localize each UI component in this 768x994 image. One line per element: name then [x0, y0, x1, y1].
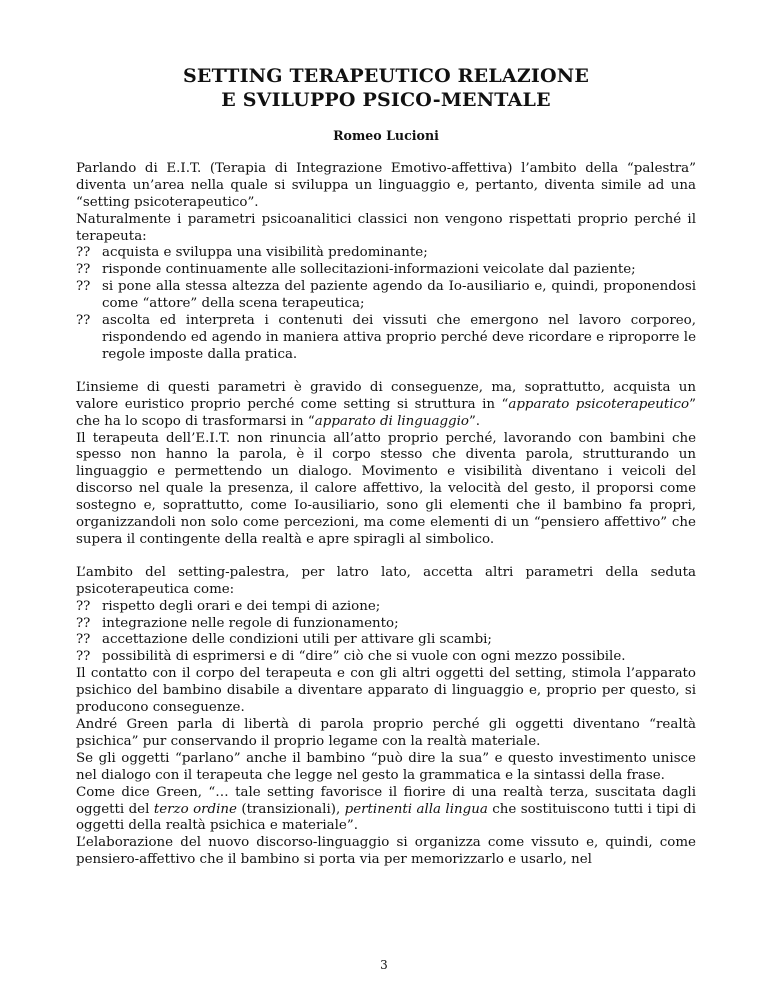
- bullet-mark: ??: [76, 598, 91, 614]
- list-item: [76, 599, 696, 616]
- emphasis-apparato-di-linguaggio: apparato di linguaggio: [314, 413, 469, 429]
- bullet-mark: ??: [76, 615, 91, 631]
- bullet-mark: ??: [76, 313, 91, 329]
- list-item-text: ascolta ed interpreta i contenuti dei vissuti che emergono nel lavoro corporeo, rispondendo ed agendo in maniera attiva proprio perché deve ricordare e riproporre le regole imposte dalla pratica.: [102, 313, 696, 362]
- emphasis-terzo-ordine: terzo ordine: [153, 801, 237, 817]
- document-page: [76, 64, 696, 869]
- paragraph-9-text-c: che sostituiscono tutti i tipi di oggetti della realtà psichica e materiale”.: [76, 801, 697, 834]
- paragraph-9-text-a: Come dice Green, “… tale setting favorisce il fiorire di una realtà terza, suscitata dagli oggetti del: [76, 784, 696, 817]
- list-item-text: si pone alla stessa altezza del paziente agendo da Io-ausiliario e, quindi, proponendosi come “attore” della scena terapeutica;: [102, 279, 696, 312]
- paragraph-2: Naturalmente i parametri psicoanalitici classici non vengono rispettati proprio perché il terapeuta:: [76, 211, 696, 244]
- paragraph-gap: [76, 549, 696, 565]
- emphasis-pertinenti-alla-lingua: pertinenti alla lingua: [344, 801, 488, 817]
- paragraph-1: Parlando di E.I.T. (Terapia di Integrazione Emotivo-affettiva) l’ambito della “palestra” diventa un’area nella quale si sviluppa un linguaggio e, pertanto, diventa simile ad una “setting psicoterapeutico”.: [76, 160, 696, 210]
- title-line-1: SETTING TERAPEUTICO RELAZIONE: [182, 65, 590, 87]
- bullet-mark: ??: [76, 245, 91, 261]
- bullet-mark: ??: [76, 632, 91, 648]
- paragraph-3-text-a: L’insieme di questi parametri è gravido di conseguenze, ma, soprattutto, acquista un valore euristico proprio perché come setting si struttura in “: [76, 379, 696, 412]
- list-item-text: accettazione delle condizioni utili per attivare gli scambi;: [102, 632, 492, 648]
- list-item: [76, 649, 696, 666]
- paragraph-8: Se gli oggetti “parlano” anche il bambino “può dire la sua” e questo investimento unisce nel dialogo con il terapeuta che legge nel gesto la grammatica e la sintassi della frase.: [76, 750, 696, 783]
- list-item-text: possibilità di esprimersi e di “dire” ciò che si vuole con ogni mezzo possibile.: [102, 649, 626, 665]
- therapist-list: [76, 245, 696, 363]
- list-item: [76, 632, 696, 649]
- list-item: [76, 616, 696, 633]
- paragraph-7: André Green parla di libertà di parola proprio perché gli oggetti diventano “realtà psichica” pur conservando il proprio legame con la realtà materiale.: [76, 717, 696, 749]
- list-item-text: risponde continuamente alle sollecitazioni-informazioni veicolate dal paziente;: [102, 262, 636, 278]
- emphasis-apparato-psicoterapeutico: apparato psicoterapeutico: [508, 396, 690, 412]
- list-item-text: rispetto degli orari e dei tempi di azione;: [102, 598, 381, 614]
- paragraph-3: [76, 380, 696, 431]
- paragraph-10: L’elaborazione del nuovo discorso-linguaggio si organizza come vissuto e, quindi, come pensiero-affettivo che il bambino si porta via per memorizzarlo e usarlo, nel: [76, 835, 696, 868]
- document-title: [76, 64, 696, 112]
- bullet-mark: ??: [76, 262, 91, 278]
- list-item-text: integrazione nelle regole di funzionamento;: [102, 615, 399, 631]
- title-line-2: E SVILUPPO PSICO-MENTALE: [221, 89, 551, 111]
- list-item: [76, 245, 696, 262]
- bullet-mark: ??: [76, 649, 91, 665]
- page-number: 3: [380, 958, 388, 972]
- list-item: [76, 313, 696, 364]
- setting-list: [76, 599, 696, 667]
- paragraph-9-text-b: (transizionali),: [236, 801, 345, 817]
- list-item: [76, 279, 696, 313]
- list-item-text: acquista e sviluppa una visibilità predominante;: [102, 245, 428, 261]
- bullet-mark: ??: [76, 279, 91, 295]
- paragraph-gap: [76, 364, 696, 380]
- paragraph-3-text-c: ”.: [468, 413, 481, 429]
- paragraph-3-text-b: ” che ha lo scopo di trasformarsi in “: [76, 396, 696, 429]
- list-item: [76, 262, 696, 279]
- paragraph-9: [76, 785, 696, 836]
- paragraph-4: Il terapeuta dell’E.I.T. non rinuncia all’atto proprio perché, lavorando con bambini che spesso non hanno la parola, è il corpo stesso che diventa parola, strutturando un linguaggio e permettendo un dialogo. Movimento e visibilità diventano i veicoli del discorso nel quale la presenza, il calore affettivo, la velocità del gesto, il proporsi come sostegno e, soprattutto, come Io-ausiliario, sono gli elementi che il bambino fa propri, organizzandoli non solo come percezioni, ma come elementi di un “pensiero affettivo” che supera il contingente della realtà e apre spiragli al simbolico.: [76, 430, 696, 547]
- paragraph-5: L’ambito del setting-palestra, per latro lato, accetta altri parametri della seduta psicoterapeutica come:: [76, 564, 696, 597]
- paragraph-6: Il contatto con il corpo del terapeuta e con gli altri oggetti del setting, stimola l’apparato psichico del bambino disabile a diventare apparato di linguaggio e, proprio per questo, si producono conseguenze.: [76, 666, 696, 716]
- author-name: Romeo Lucioni: [333, 128, 439, 143]
